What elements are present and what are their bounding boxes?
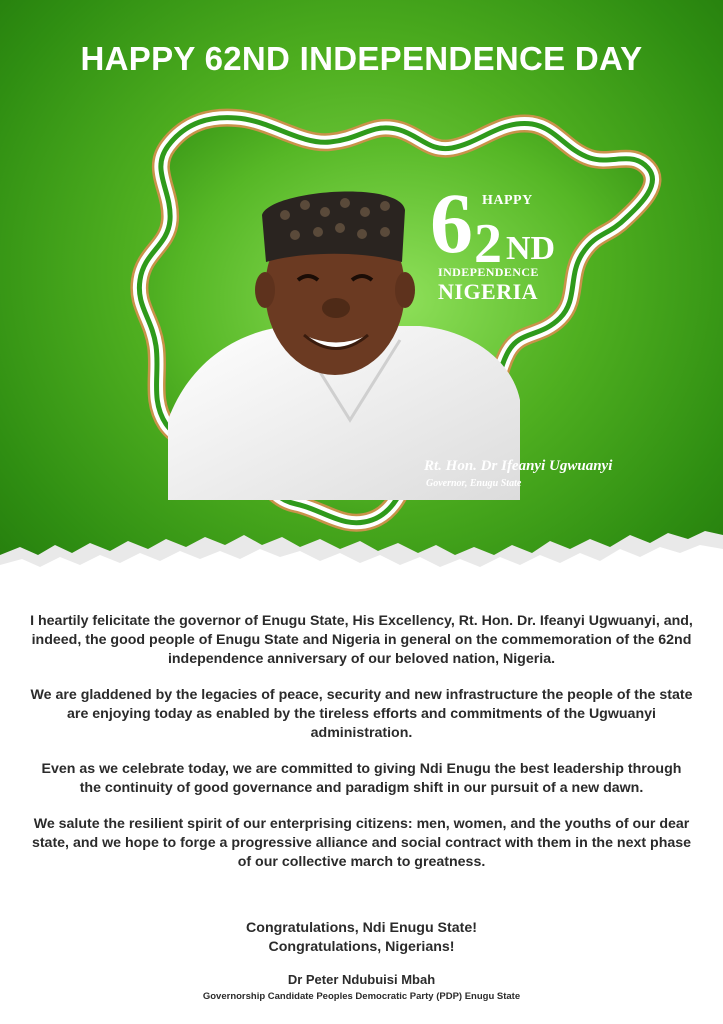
portrait-caption-name: Rt. Hon. Dr Ifeanyi Ugwuanyi: [424, 458, 613, 474]
congrats-line-1: Congratulations, Ndi Enugu State!: [246, 920, 477, 936]
message-body: [30, 612, 693, 889]
torn-paper-edge: [0, 525, 723, 615]
badge-happy: HAPPY: [482, 193, 533, 208]
portrait-caption-role: Governor, Enugu State: [426, 478, 522, 489]
signer-name: Dr Peter Ndubuisi Mbah: [287, 972, 436, 987]
message-paragraph-4: We salute the resilient spirit of our enterprising citizens: men, women, and the youths of our dear state, and we hope to forge a progressive alliance and social contract with them in the next phase of our collective march to greatness.: [31, 816, 692, 870]
independence-badge: [430, 175, 590, 308]
page-title: HAPPY 62ND INDEPENDENCE DAY: [80, 40, 643, 77]
badge-suffix: ND: [506, 230, 556, 267]
badge-digit-six: 6: [430, 175, 473, 271]
badge-independence: INDEPENDENCE: [438, 265, 539, 279]
message-paragraph-1: I heartily felicitate the governor of Enugu State, His Excellency, Rt. Hon. Dr. Ifeanyi Ugwuanyi, and, indeed, the good people of Enugu State and Nigeria in general on the commemoration of the 62nd independence anniversary of our beloved nation, Nigeria.: [30, 613, 693, 667]
signer-role: Governorship Candidate Peoples Democratic Party (PDP) Enugu State: [202, 991, 521, 1002]
message-paragraph-3: Even as we celebrate today, we are committed to giving Ndi Enugu the best leadership through the continuity of good governance and paradigm shift in our pursuit of a new dawn.: [41, 761, 682, 796]
congratulations-block: [0, 919, 723, 957]
badge-country: NIGERIA: [438, 279, 539, 304]
congrats-line-2: Congratulations, Nigerians!: [268, 939, 455, 955]
message-paragraph-2: We are gladdened by the legacies of peace, security and new infrastructure the people of the state are enjoying today as enabled by the tireless efforts and commitments of the Ugwuanyi administration.: [30, 687, 693, 741]
badge-digit-two: 2: [474, 213, 502, 275]
